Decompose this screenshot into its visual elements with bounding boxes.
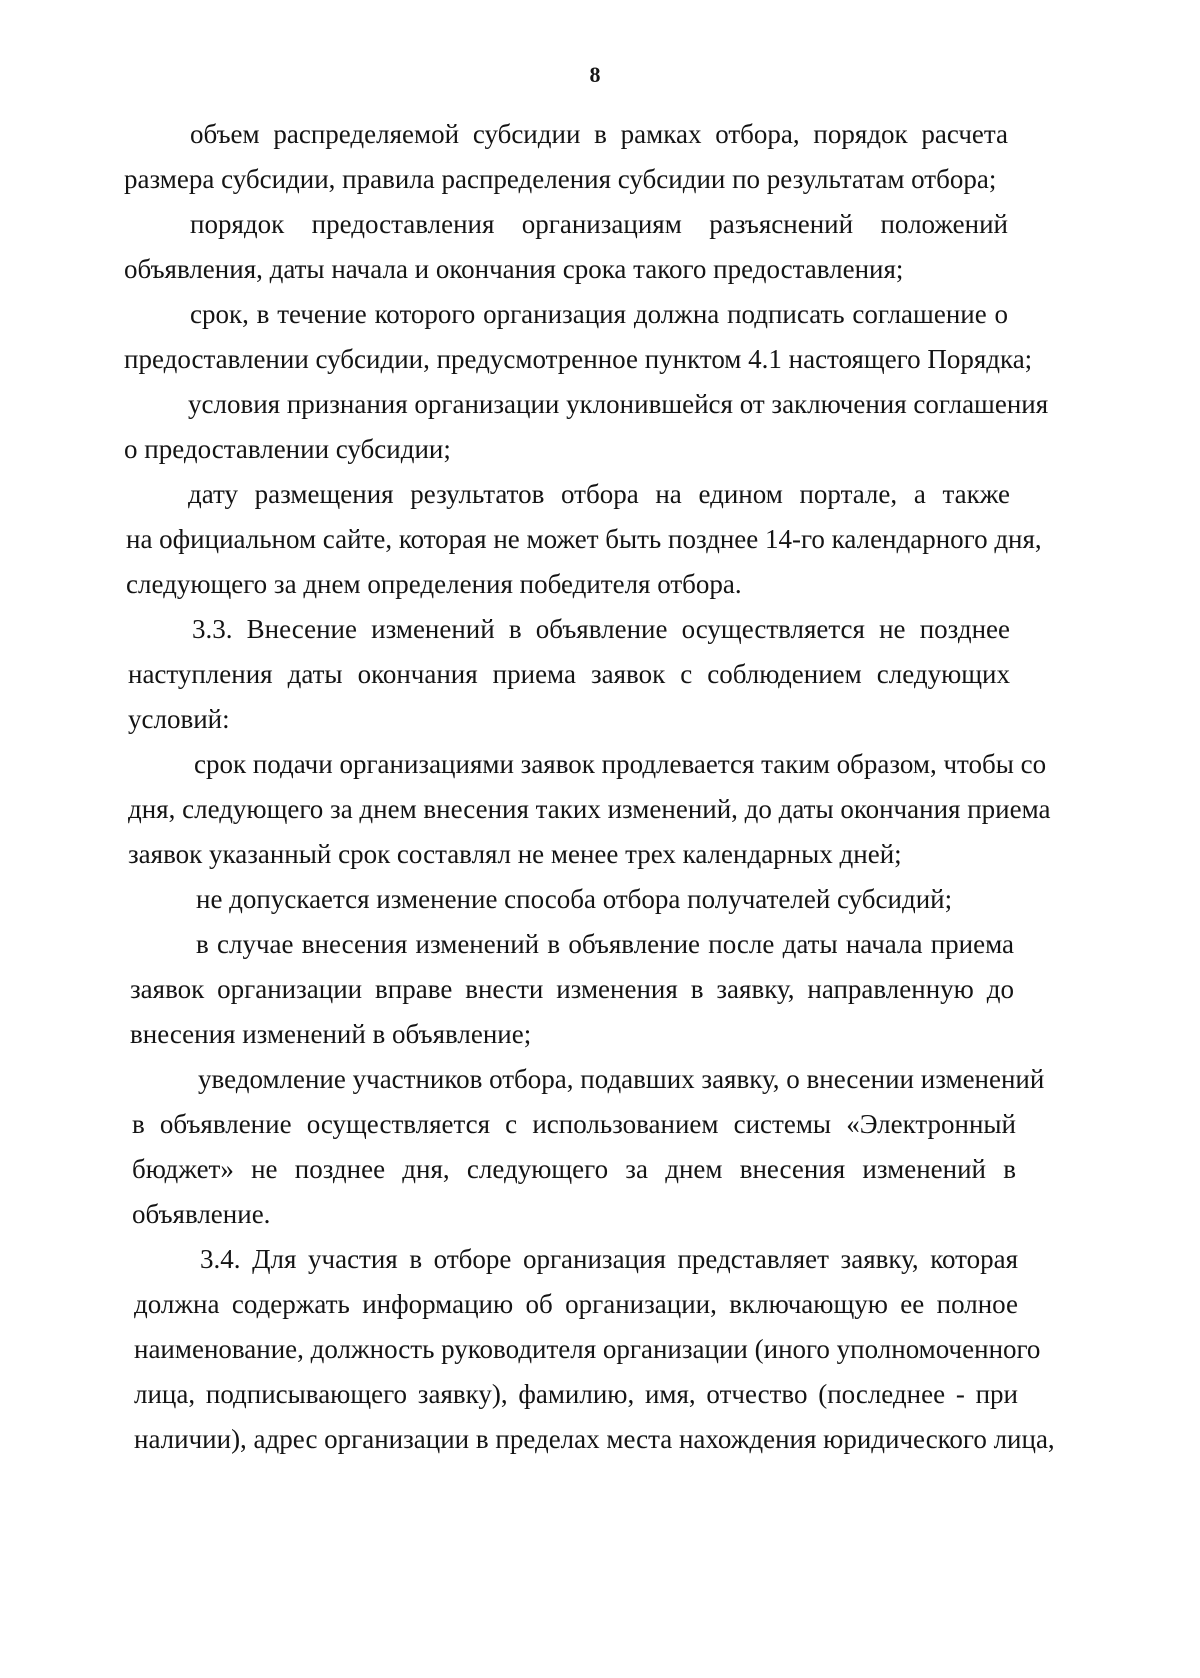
text-line: объем распределяемой субсидии в рамках отбора, порядок расчета	[190, 119, 1008, 149]
text-line: наступления даты окончания приема заявок с соблюдением следующих	[128, 659, 1010, 689]
text-line: 3.3. Внесение изменений в объявление осуществляется не позднее	[192, 614, 1010, 644]
paragraph-3-4	[0, 1237, 1200, 1462]
text-line: 3.4. Для участия в отборе организация представляет заявку, которая	[200, 1244, 1018, 1274]
text-line: внесения изменений в объявление;	[130, 1019, 532, 1049]
paragraph-clarifications	[0, 202, 1200, 292]
text-line: наличии), адрес организации в пределах места нахождения юридического лица,	[134, 1424, 1055, 1454]
text-line: должна содержать информацию об организации, включающую ее полное	[134, 1289, 1018, 1319]
text-line: срок подачи организациями заявок продлевается таким образом, чтобы со	[194, 749, 1047, 779]
text-line: бюджет» не позднее дня, следующего за днем внесения изменений в	[132, 1154, 1016, 1184]
text-line: условий:	[128, 704, 230, 734]
text-line: уведомление участников отбора, подавших заявку, о внесении изменений	[198, 1064, 1045, 1094]
text-line: не допускается изменение способа отбора получателей субсидий;	[196, 884, 953, 914]
text-line: в случае внесения изменений в объявление после даты начала приема	[196, 929, 1014, 959]
document-body	[0, 112, 1200, 1462]
text-line: предоставлении субсидии, предусмотренное пунктом 4.1 настоящего Порядка;	[124, 344, 1033, 374]
text-line: заявок указанный срок составлял не менее трех календарных дней;	[128, 839, 902, 869]
text-line: дня, следующего за днем внесения таких изменений, до даты окончания приема	[128, 794, 1051, 824]
text-line: срок, в течение которого организация должна подписать соглашение о	[190, 299, 1008, 329]
text-line: заявок организации вправе внести изменения в заявку, направленную до	[130, 974, 1014, 1004]
text-line: следующего за днем определения победителя отбора.	[126, 569, 742, 599]
paragraph-agreement-term	[0, 292, 1200, 382]
paragraph-application-changes	[0, 922, 1200, 1057]
paragraph-subsidy-volume	[0, 112, 1200, 202]
text-line: объявления, даты начала и окончания срока такого предоставления;	[124, 254, 904, 284]
paragraph-results-date	[0, 472, 1200, 607]
text-line: на официальном сайте, которая не может быть позднее 14-го календарного дня,	[126, 524, 1042, 554]
text-line: объявление.	[132, 1199, 271, 1229]
text-line: дату размещения результатов отбора на едином портале, а также	[188, 479, 1010, 509]
text-line: в объявление осуществляется с использованием системы «Электронный	[132, 1109, 1016, 1139]
text-line: размера субсидии, правила распределения субсидии по результатам отбора;	[124, 164, 997, 194]
paragraph-method-change	[0, 877, 1200, 922]
paragraph-evasion-conditions	[0, 382, 1200, 472]
text-line: лица, подписывающего заявку), фамилию, имя, отчество (последнее - при	[134, 1379, 1018, 1409]
text-line: условия признания организации уклонившейся от заключения соглашения	[188, 389, 1049, 419]
text-line: порядок предоставления организациям разъяснений положений	[190, 209, 1008, 239]
paragraph-submission-extension	[0, 742, 1200, 877]
paragraph-3-3	[0, 607, 1200, 742]
text-line: наименование, должность руководителя организации (иного уполномоченного	[134, 1334, 1041, 1364]
paragraph-notification	[0, 1057, 1200, 1237]
page-number: 8	[589, 62, 601, 87]
text-line: о предоставлении субсидии;	[124, 434, 451, 464]
